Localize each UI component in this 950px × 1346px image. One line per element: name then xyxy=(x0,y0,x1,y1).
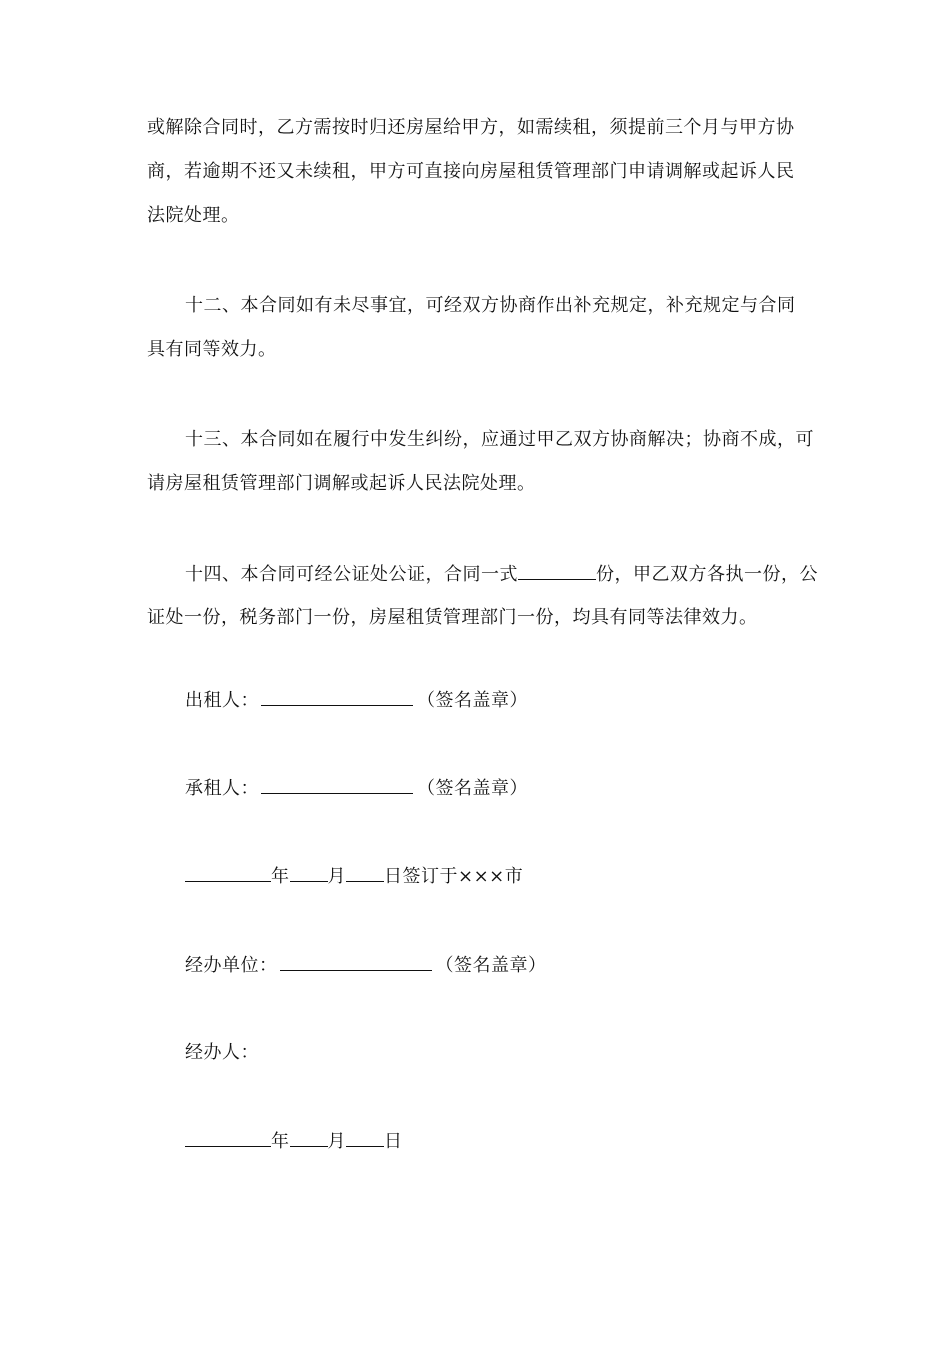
signed-month-blank xyxy=(290,864,328,882)
para12-line-1: 十二、本合同如有未尽事宜，可经双方协商作出补充规定，补充规定与合同 xyxy=(185,295,796,316)
para13-line-1: 十三、本合同如在履行中发生纠纷，应通过甲乙双方协商解决；协商不成，可 xyxy=(185,429,814,450)
lessee-seal-note: （签名盖章） xyxy=(417,778,528,799)
lessee-label: 承租人： xyxy=(185,778,259,799)
signed-year-blank xyxy=(185,864,271,882)
lessor-signature-line xyxy=(185,688,528,713)
agency-signature-line xyxy=(185,953,547,978)
signed-date-line xyxy=(185,864,523,889)
date-day-label: 日 xyxy=(384,1131,403,1152)
lessor-blank xyxy=(261,688,413,706)
para11-line-2: 商，若逾期不还又未续租，甲方可直接向房屋租赁管理部门申请调解或起诉人民 xyxy=(147,161,795,182)
signed-year-label: 年 xyxy=(271,866,290,887)
lessee-signature-line xyxy=(185,776,528,801)
para14-text-after: 份，甲乙双方各执一份，公 xyxy=(596,564,818,585)
para11-line-3: 法院处理。 xyxy=(147,205,240,226)
agency-seal-note: （签名盖章） xyxy=(435,955,547,976)
para12-line-2: 具有同等效力。 xyxy=(147,339,277,360)
para14-line-2: 证处一份，税务部门一份，房屋租赁管理部门一份，均具有同等法律效力。 xyxy=(147,607,758,628)
handler-date-line xyxy=(185,1129,403,1154)
signed-day-place: 日签订于×××市 xyxy=(384,866,524,887)
para14-text-before: 十四、本合同可经公证处公证，合同一式 xyxy=(185,564,518,585)
date-year-blank xyxy=(185,1129,271,1147)
handler-label: 经办人： xyxy=(185,1042,259,1063)
lessor-seal-note: （签名盖章） xyxy=(417,690,528,711)
para13-line-2: 请房屋租赁管理部门调解或起诉人民法院处理。 xyxy=(147,473,536,494)
signed-month-label: 月 xyxy=(327,866,346,887)
signed-day-blank xyxy=(346,864,384,882)
copies-blank xyxy=(518,562,596,580)
date-month-blank xyxy=(290,1129,328,1147)
handler-line xyxy=(185,1041,259,1065)
lessee-blank xyxy=(261,776,413,794)
lessor-label: 出租人： xyxy=(185,690,259,711)
date-year-label: 年 xyxy=(271,1131,290,1152)
para11-line-1: 或解除合同时，乙方需按时归还房屋给甲方，如需续租，须提前三个月与甲方协 xyxy=(147,117,795,138)
para14-line-1 xyxy=(185,562,818,587)
date-month-label: 月 xyxy=(327,1131,346,1152)
agency-label: 经办单位： xyxy=(185,955,278,976)
date-day-blank xyxy=(346,1129,384,1147)
agency-blank xyxy=(280,953,432,971)
